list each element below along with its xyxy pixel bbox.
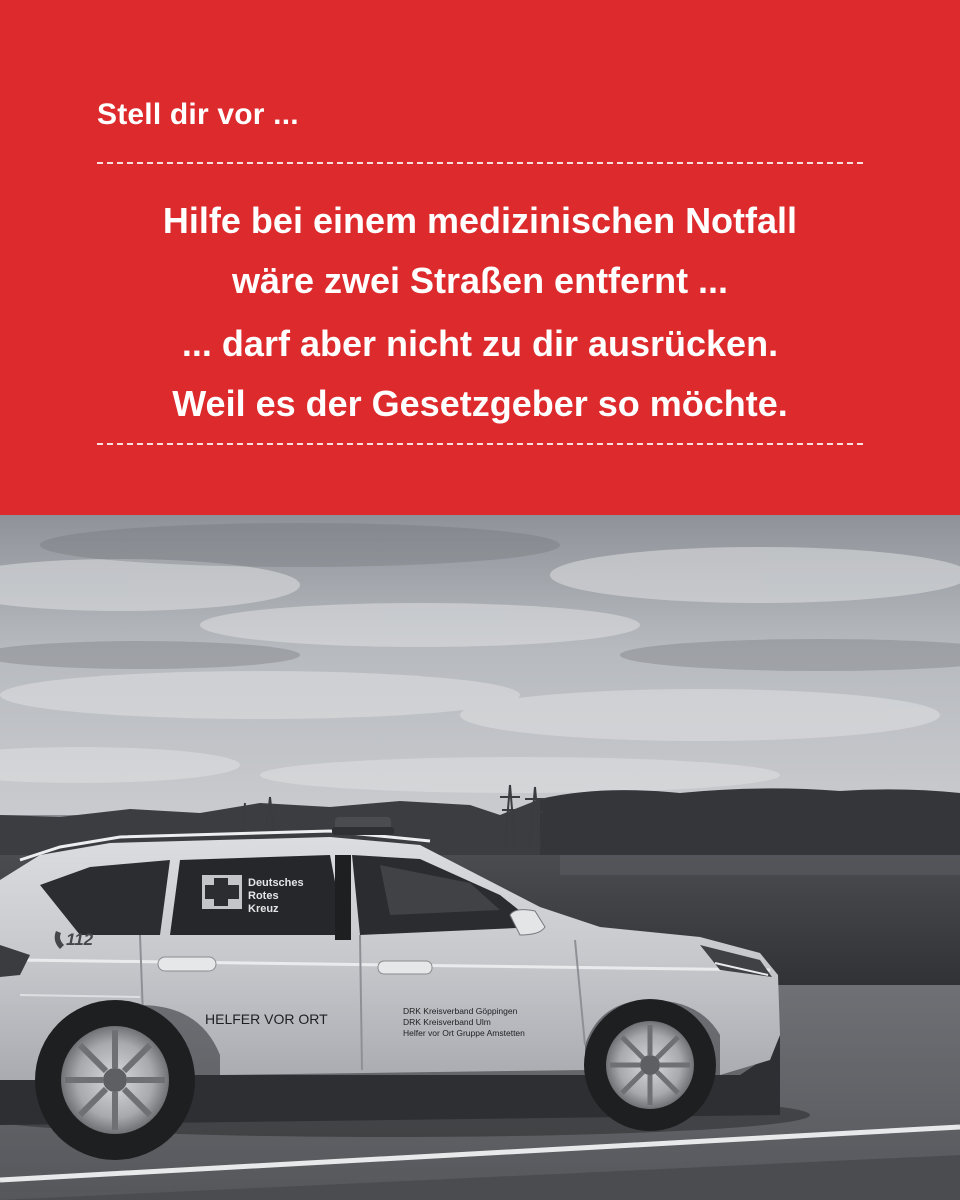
window-logo-line-2: Rotes <box>248 890 279 902</box>
headline-line-1: Hilfe bei einem medizinischen Notfall <box>162 200 798 241</box>
car-photo <box>0 515 960 1200</box>
door-info-line-1: DRK Kreisverband Göppingen <box>403 1006 518 1016</box>
intro-text: Stell dir vor ... <box>97 98 299 131</box>
headline-line-3: ... darf aber nicht zu dir ausrücken. <box>181 323 779 364</box>
window-logo-line-3: Kreuz <box>248 903 279 915</box>
dashed-divider-bottom <box>97 443 863 445</box>
window-logo-line-1: Deutsches <box>248 877 304 889</box>
front-wheel <box>584 999 716 1131</box>
headline-line-2: wäre zwei Straßen entfernt ... <box>231 260 729 301</box>
door-info-line-2: DRK Kreisverband Ulm <box>403 1017 491 1027</box>
emergency-number: 112 <box>66 930 94 949</box>
red-cross-logo <box>202 875 242 909</box>
dashed-divider-top <box>97 162 863 164</box>
headline-line-4: Weil es der Gesetzgeber so möchte. <box>172 383 788 424</box>
door-info-line-3: Helfer vor Ort Gruppe Amstetten <box>403 1028 525 1038</box>
rear-wheel <box>35 1000 195 1160</box>
door-label: HELFER VOR ORT <box>205 1011 328 1027</box>
red-banner <box>0 0 960 515</box>
